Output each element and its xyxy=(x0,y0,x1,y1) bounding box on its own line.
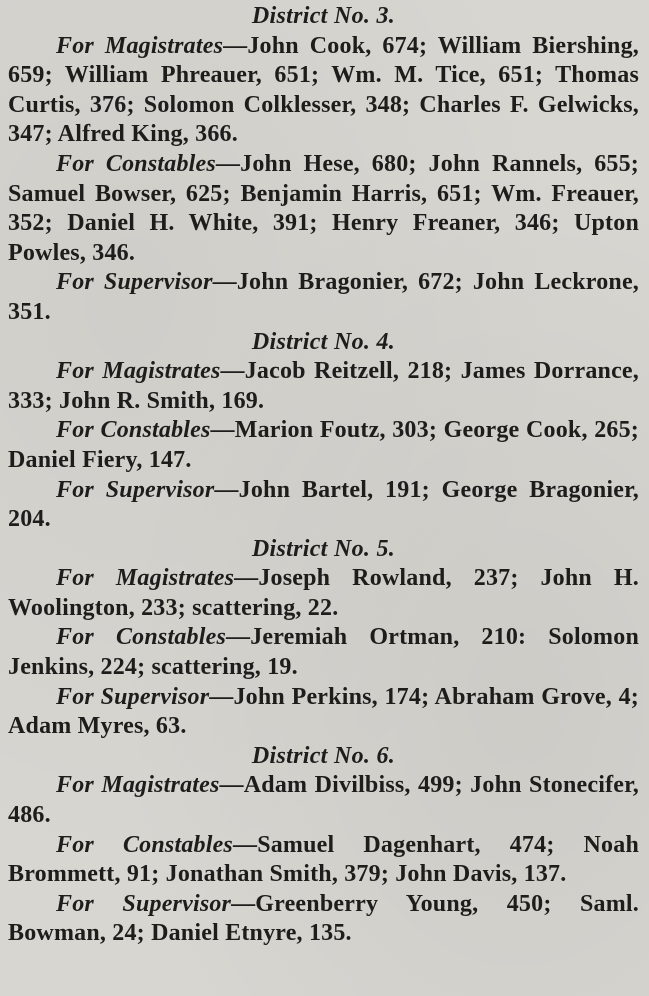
office-label: For Constables xyxy=(56,417,211,444)
office-label: For Magistrates xyxy=(56,358,221,385)
election-entry-magistrates: For Magistrates—Jacob Reitzell, 218; James Dorrance, 333; John R. Smith, 169. xyxy=(8,358,639,414)
district-section xyxy=(8,535,639,742)
election-entry-constables: For Constables—John Hese, 680; John Rannels, 655; Samuel Bowser, 625; Benjamin Harris, 651; Wm. Freauer, 352; Daniel H. White, 391; Henry Freaner, 346; Upton Powles, 346. xyxy=(8,150,639,266)
election-entry-constables: For Constables—Samuel Dagenhart, 474; Noah Brommett, 91; Jonathan Smith, 379; John Davis, 137. xyxy=(8,831,640,888)
election-entry-constables: For Constables—Marion Foutz, 303; George Cook, 265; Daniel Fiery, 147. xyxy=(8,417,639,473)
district-section xyxy=(8,742,639,949)
candidate-results: Adam Divilbiss, 499; John Stonecifer, 486. xyxy=(8,772,639,829)
district-heading: District No. 5. xyxy=(251,535,396,562)
election-entry-supervisor: For Supervisor—John Bartel, 191; George Bragonier, 204. xyxy=(8,476,639,533)
candidate-results: Marion Foutz, 303; George Cook, 265; Daniel Fiery, 147. xyxy=(8,417,639,473)
district-section xyxy=(8,328,639,535)
election-entry-supervisor: For Supervisor—John Perkins, 174; Abraham Grove, 4; Adam Myres, 63. xyxy=(8,683,639,740)
candidate-results: Jacob Reitzell, 218; James Dorrance, 333; John R. Smith, 169. xyxy=(8,358,639,414)
office-label: For Constables xyxy=(56,150,216,177)
office-label: For Magistrates xyxy=(56,32,224,59)
candidate-results: Greenberry Young, 450; Saml. Bowman, 24; Daniel Etnyre, 135. xyxy=(8,890,639,947)
candidate-results: John Bartel, 191; George Bragonier, 204. xyxy=(8,476,639,533)
candidate-results: John Cook, 674; William Biershing, 659; William Phreauer, 651; Wm. M. Tice, 651; Thomas Curtis, 376; Solomon Colklesser, 348; Charles F. Gelwicks, 347; Alfred King, 366. xyxy=(8,32,639,148)
office-label: For Constables xyxy=(56,624,226,651)
election-entry-supervisor: For Supervisor—John Bragonier, 672; John Leckrone, 351. xyxy=(8,269,639,325)
candidate-results: Jeremiah Ortman, 210: Solomon Jenkins, 224; scattering, 19. xyxy=(8,624,639,681)
candidate-results: Samuel Dagenhart, 474; Noah Brommett, 91; Jonathan Smith, 379; John Davis, 137. xyxy=(8,831,640,888)
office-label: For Supervisor xyxy=(56,269,213,296)
candidate-results: Joseph Rowland, 237; John H. Woolington, 233; scattering, 22. xyxy=(8,565,639,621)
election-entry-constables: For Constables—Jeremiah Ortman, 210: Solomon Jenkins, 224; scattering, 19. xyxy=(8,624,639,681)
office-label: For Supervisor xyxy=(56,890,232,917)
office-label: For Supervisor xyxy=(56,683,210,710)
district-heading: District No. 3. xyxy=(251,3,396,29)
election-entry-supervisor: For Supervisor—Greenberry Young, 450; Saml. Bowman, 24; Daniel Etnyre, 135. xyxy=(8,890,639,947)
office-label: For Supervisor xyxy=(56,476,215,503)
candidate-results: John Perkins, 174; Abraham Grove, 4; Adam Myres, 63. xyxy=(8,683,639,740)
election-entry-magistrates: For Magistrates—Joseph Rowland, 237; John H. Woolington, 233; scattering, 22. xyxy=(8,565,639,621)
office-label: For Constables xyxy=(56,831,233,858)
candidate-results: John Hese, 680; John Rannels, 655; Samuel Bowser, 625; Benjamin Harris, 651; Wm. Freauer, 352; Daniel H. White, 391; Henry Freaner, 346; Upton Powles, 346. xyxy=(8,150,639,266)
office-label: For Magistrates xyxy=(56,565,235,592)
election-entry-magistrates: For Magistrates—John Cook, 674; William Biershing, 659; William Phreauer, 651; Wm. M. Tice, 651; Thomas Curtis, 376; Solomon Colklesser, 348; Charles F. Gelwicks, 347; Alfred King, 366. xyxy=(8,32,639,148)
district-heading: District No. 6. xyxy=(251,742,396,769)
candidate-results: John Bragonier, 672; John Leckrone, 351. xyxy=(8,269,639,325)
election-entry-magistrates: For Magistrates—Adam Divilbiss, 499; John Stonecifer, 486. xyxy=(8,772,639,829)
district-section xyxy=(8,2,639,328)
office-label: For Magistrates xyxy=(56,772,220,799)
district-heading: District No. 4. xyxy=(251,328,396,355)
